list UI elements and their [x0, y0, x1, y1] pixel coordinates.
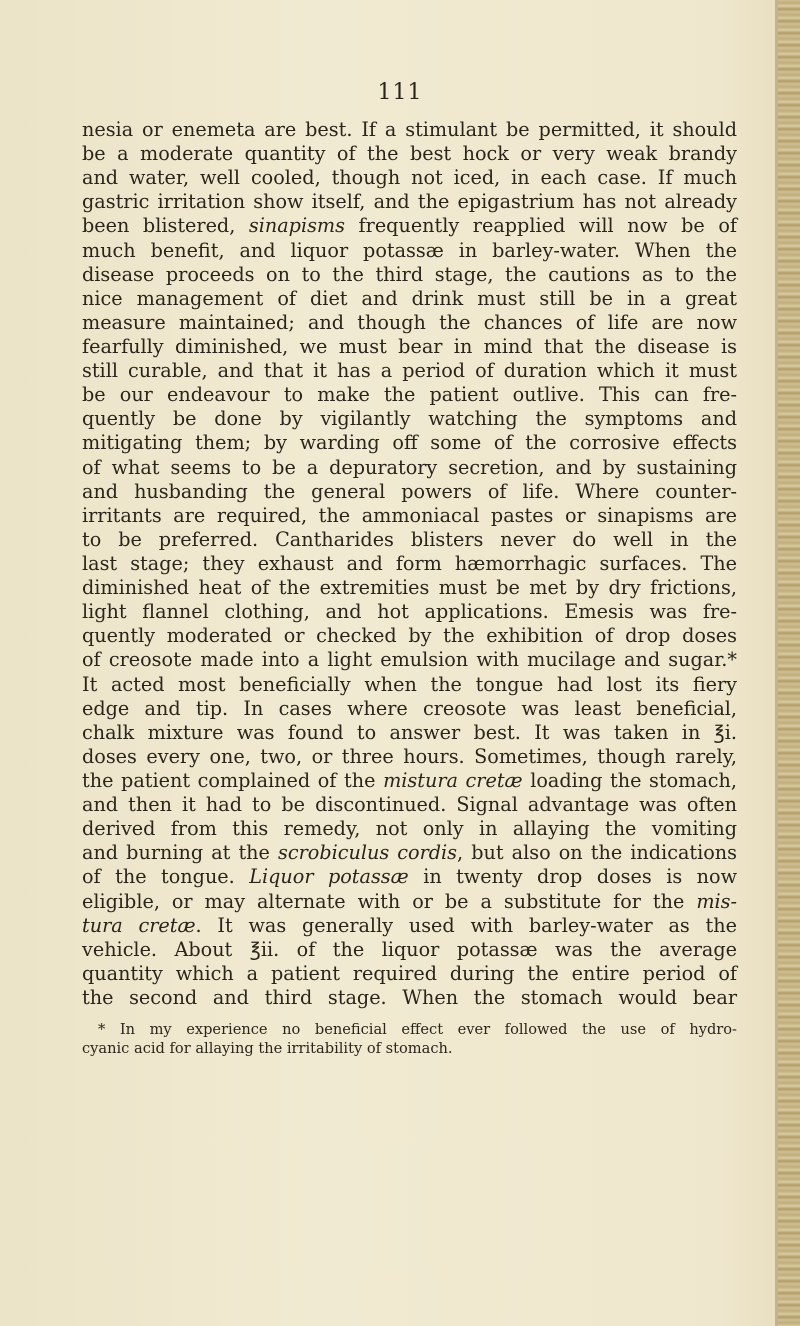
text-line: of creosote made into a light emulsion with mucilage and sugar.* — [82, 648, 737, 672]
page-edge — [778, 0, 800, 1326]
text-line: nesia or enemeta are best. If a stimulant be permitted, it should — [82, 118, 737, 141]
text-line: and husbanding the general powers of life. Where counter- — [82, 479, 737, 503]
text-line: and water, well cooled, though not iced, in each case. If much — [82, 166, 737, 190]
text-line: tura cretæ. It was generally used with barley-water as the — [82, 913, 737, 937]
text-line: edge and tip. In cases where creosote was least beneficial, — [82, 696, 737, 720]
text-line: of what seems to be a depuratory secretion, and by sustaining — [82, 455, 737, 479]
text-line: the second and third stage. When the stomach would bear — [82, 985, 737, 1009]
text-line: much benefit, and liquor potassæ in barley-water. When the — [82, 238, 737, 262]
text-line: eligible, or may alternate with or be a substitute for the mis- — [82, 889, 737, 913]
text-line: nice management of diet and drink must still be in a great — [82, 286, 737, 310]
body-text — [82, 118, 737, 1010]
footnote-line: cyanic acid for allaying the irritability of stomach. — [82, 1040, 453, 1057]
page-number: 111 — [377, 80, 423, 105]
text-line: quently moderated or checked by the exhibition of drop doses — [82, 624, 737, 648]
footnote — [82, 1020, 737, 1058]
text-line: been blistered, sinapisms frequently reapplied will now be of — [82, 214, 737, 238]
text-line: disease proceeds on to the third stage, the cautions as to the — [82, 262, 737, 286]
text-line: diminished heat of the extremities must be met by dry frictions, — [82, 576, 737, 600]
text-line: quantity which a patient required during the entire period of — [82, 961, 737, 985]
text-line: be a moderate quantity of the best hock or very weak brandy — [82, 142, 737, 166]
text-line: measure maintained; and though the chances of life are now — [82, 310, 737, 334]
text-line: derived from this remedy, not only in allaying the vomiting — [82, 817, 737, 841]
text-line: It acted most beneficially when the tongue had lost its fiery — [82, 672, 737, 696]
text-line: fearfully diminished, we must bear in mind that the disease is — [82, 334, 737, 358]
text-line: vehicle. About ℥ii. of the liquor potassæ was the average — [82, 937, 737, 961]
text-line: mitigating them; by warding off some of the corrosive effects — [82, 431, 737, 455]
text-line: light flannel clothing, and hot applications. Emesis was fre- — [82, 600, 737, 624]
footnote-line: * In my experience no beneficial effect ever followed the use of hydro- — [98, 1021, 737, 1038]
text-line: still curable, and that it has a period of duration which it must — [82, 359, 737, 383]
text-line: be our endeavour to make the patient outlive. This can fre- — [82, 383, 737, 407]
text-line: gastric irritation show itself, and the epigastrium has not already — [82, 190, 737, 214]
text-line: chalk mixture was found to answer best. It was taken in ℥i. — [82, 720, 737, 744]
text-line: irritants are required, the ammoniacal pastes or sinapisms are — [82, 503, 737, 527]
text-line: the patient complained of the mistura cretæ loading the stomach, — [82, 768, 737, 792]
text-line: quently be done by vigilantly watching the symptoms and — [82, 407, 737, 431]
text-line: last stage; they exhaust and form hæmorrhagic surfaces. The — [82, 551, 737, 575]
text-line: doses every one, two, or three hours. Sometimes, though rarely, — [82, 744, 737, 768]
text-line: to be preferred. Cantharides blisters never do well in the — [82, 527, 737, 551]
text-line: of the tongue. Liquor potassæ in twenty drop doses is now — [82, 865, 737, 889]
text-line: and then it had to be discontinued. Signal advantage was often — [82, 793, 737, 817]
text-line: and burning at the scrobiculus cordis, but also on the indications — [82, 841, 737, 865]
